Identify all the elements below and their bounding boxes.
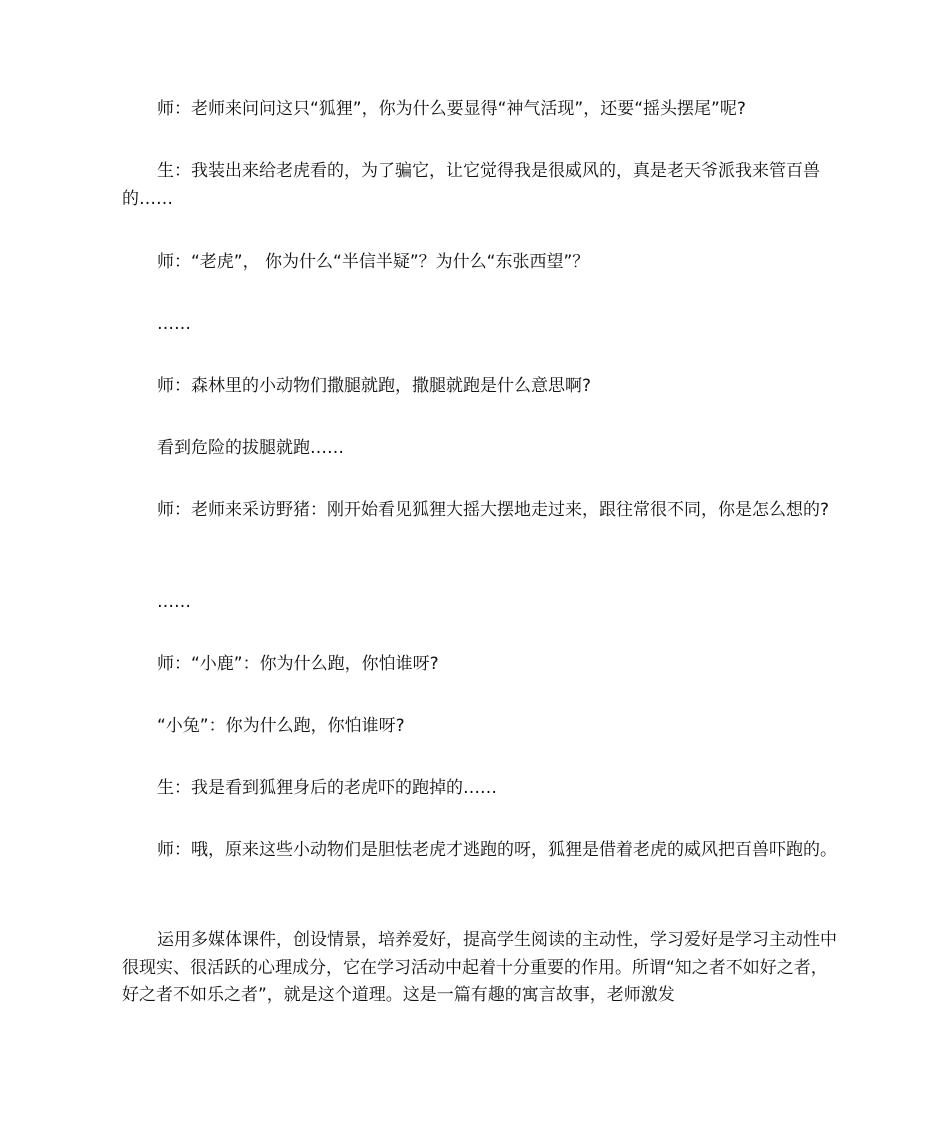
paragraph-teacher-deer: 师：“小鹿”：你为什么跑，你怕谁呀?	[157, 654, 439, 674]
paragraph-ellipsis-2: ……	[157, 592, 191, 612]
paragraph-student-fox: 生：我装出来给老虎看的，为了骗它，让它觉得我是很威风的，真是老天爷派我来管百兽的……	[122, 161, 820, 209]
paragraph-student-tiger: 生：我是看到狐狸身后的老虎吓的跑掉的……	[157, 778, 497, 798]
paragraph-answer-run: 看到危险的拔腿就跑……	[157, 438, 344, 458]
paragraph-rabbit: “小兔”：你为什么跑，你怕谁呀?	[157, 716, 405, 736]
paragraph-commentary: 运用多媒体课件，创设情景，培养爱好，提高学生阅读的主动性，学习爱好是学习主动性中很现实、很活跃的心理成分，它在学习活动中起着十分重要的作用。所谓“知之者不如好之者，好之者不如乐之者”，就是这个道理。这是一篇有趣的寓言故事，老师激发	[122, 930, 837, 1005]
paragraph-teacher-conclusion: 师：哦，原来这些小动物们是胆怯老虎才逃跑的呀，狐狸是借着老虎的威风把百兽吓跑的。	[157, 840, 837, 860]
paragraph-teacher-tiger: 师：“老虎”， 你为什么“半信半疑”？为什么“东张西望”？	[157, 252, 590, 272]
paragraph-teacher-boar: 师：老师来采访野猪：刚开始看见狐狸大摇大摆地走过来，跟往常很不同，你是怎么想的?	[157, 500, 830, 520]
paragraph-teacher-run: 师：森林里的小动物们撒腿就跑，撒腿就跑是什么意思啊?	[157, 376, 592, 396]
paragraph-ellipsis-1: ……	[157, 314, 191, 334]
paragraph-teacher-fox: 师：老师来问问这只“狐狸”，你为什么要显得“神气活现”，还要“摇头摆尾”呢?	[157, 99, 746, 119]
